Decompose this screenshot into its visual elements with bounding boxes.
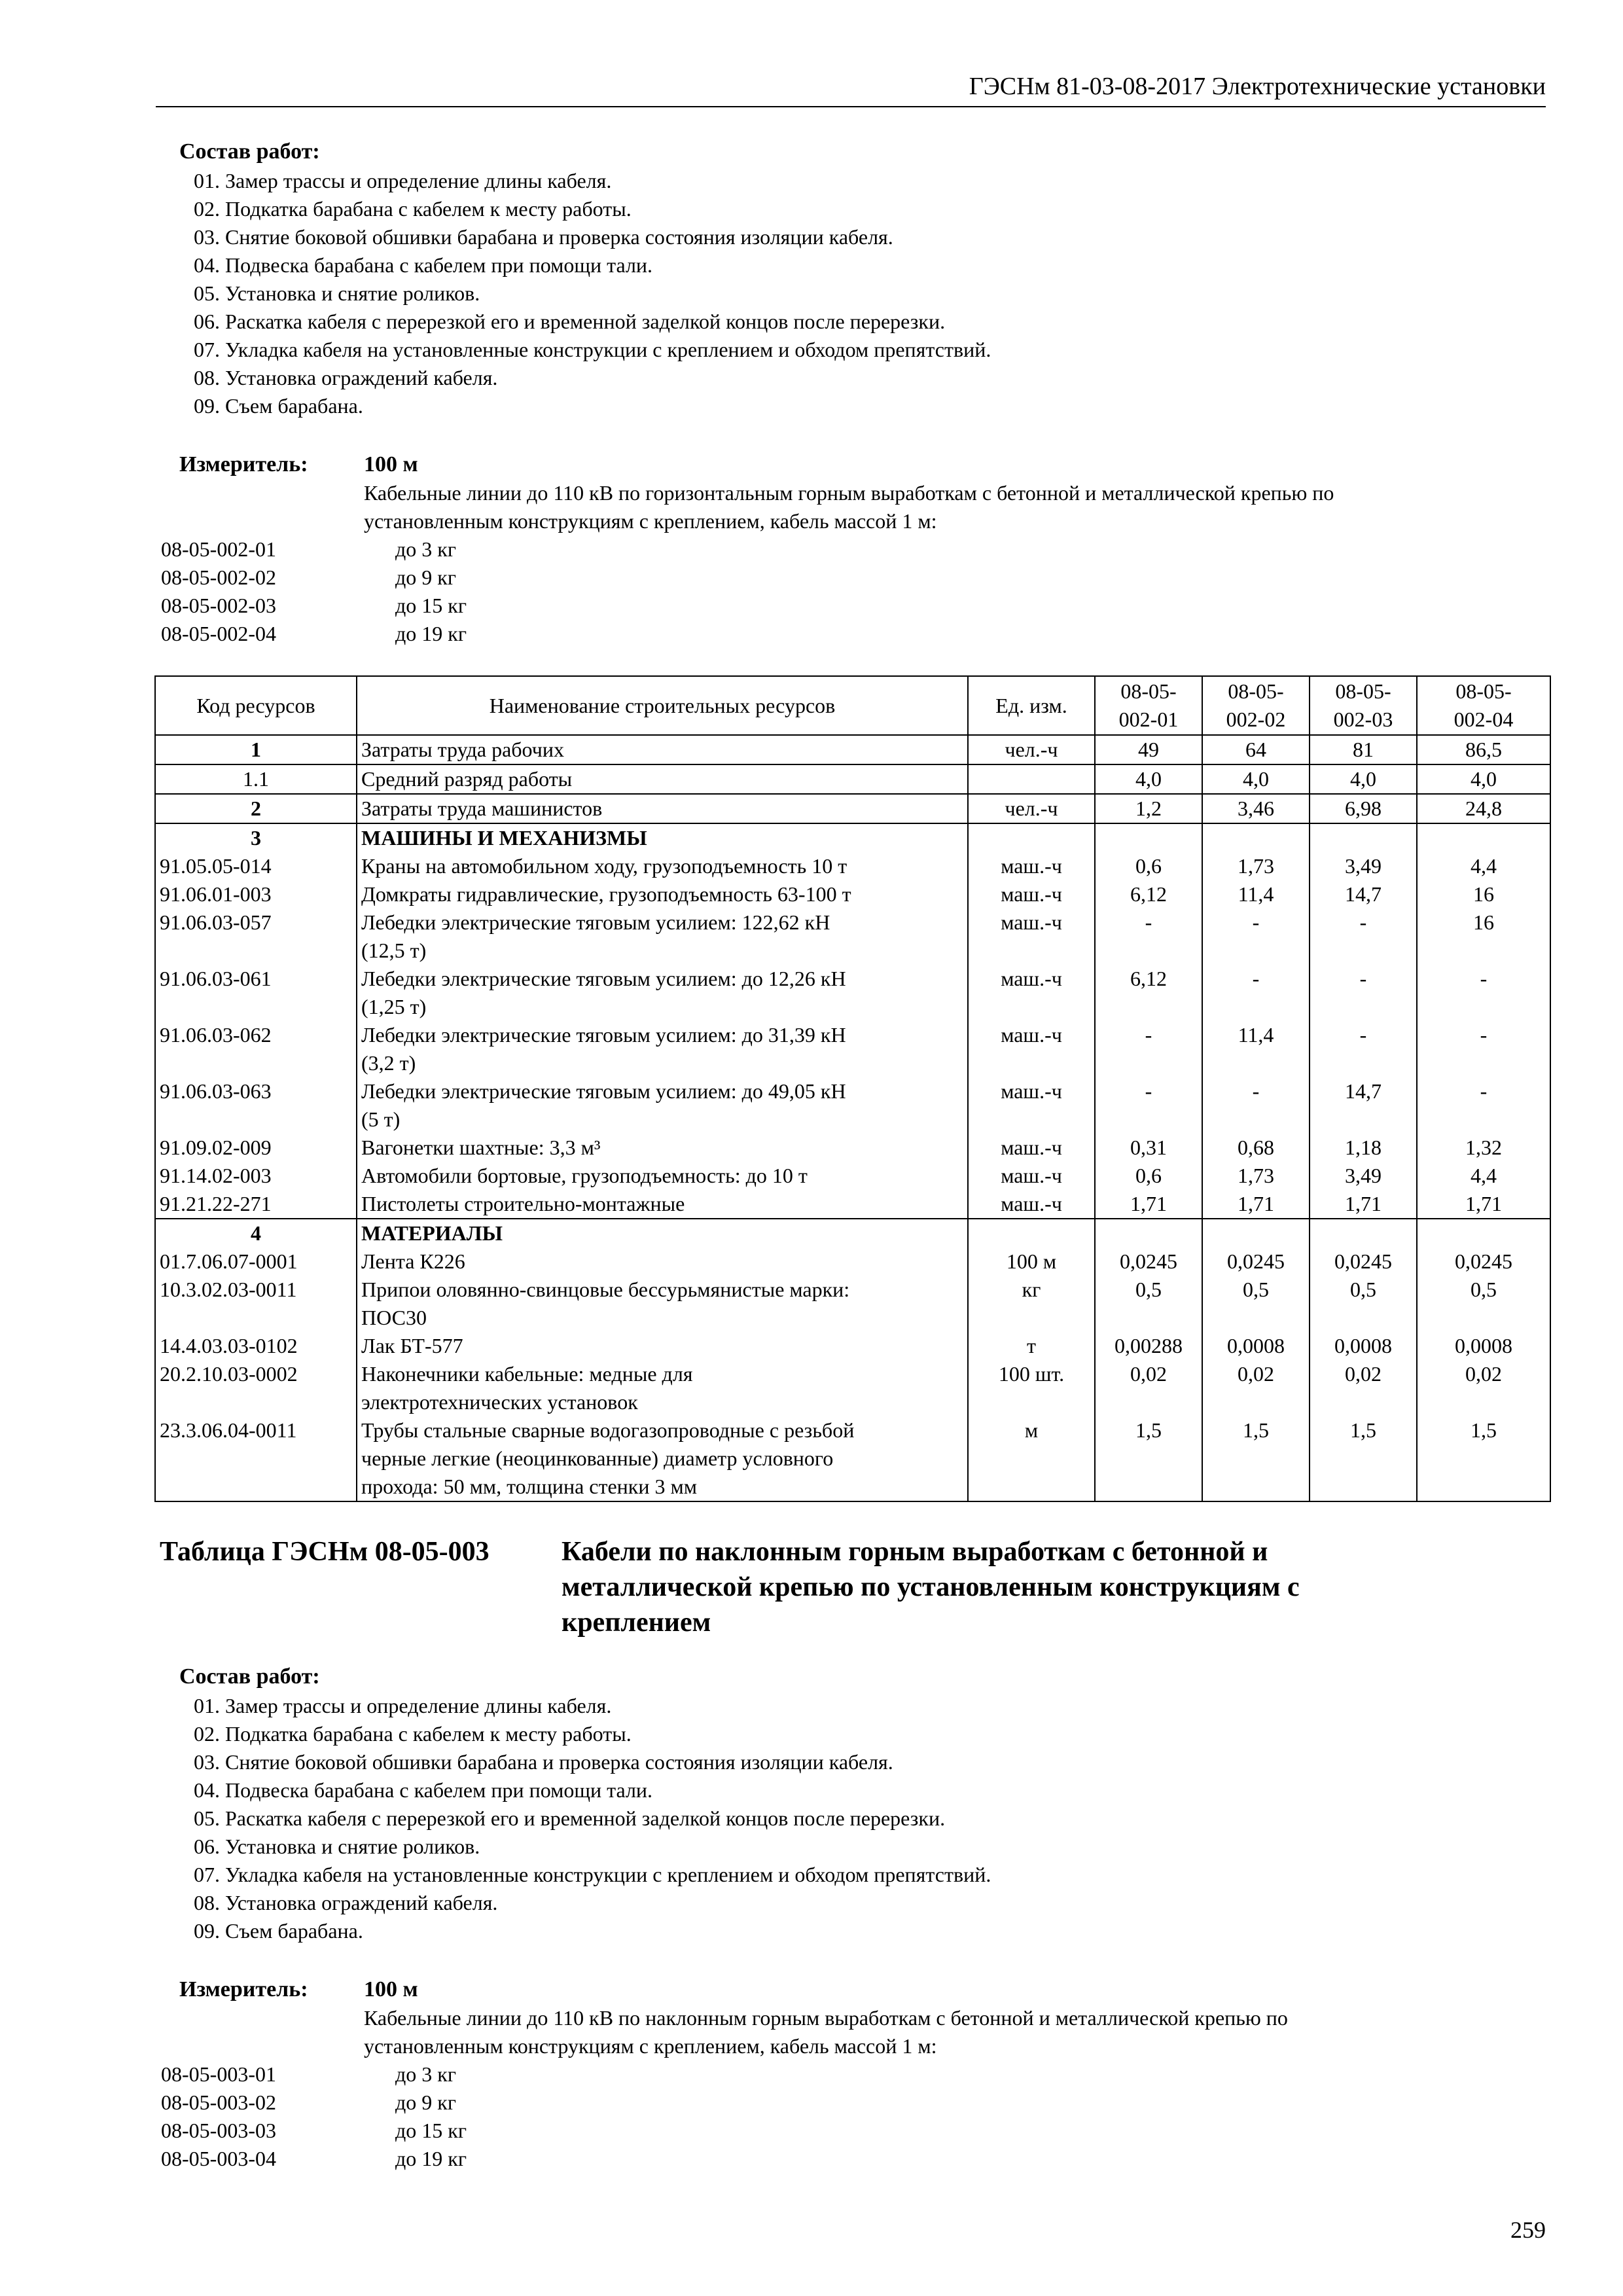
cell-value: 1,2 <box>1095 794 1202 823</box>
cell-name: Лента К226 <box>357 1247 968 1276</box>
cell-value: 0,0245 <box>1310 1247 1417 1276</box>
cell-code: 23.3.06.04-0011 <box>155 1416 357 1501</box>
cell-value: 0,5 <box>1095 1276 1202 1332</box>
cell-value: 24,8 <box>1417 794 1550 823</box>
cell-code: 91.06.03-062 <box>155 1021 357 1077</box>
cell-value: 0,02 <box>1417 1360 1550 1416</box>
cell-value: 1,71 <box>1095 1190 1202 1219</box>
cell-value: 6,98 <box>1310 794 1417 823</box>
cell-value: 0,6 <box>1095 1162 1202 1190</box>
meter-description: Кабельные линии до 110 кВ по наклонным горным выработкам с бетонной и металлической крепью по <box>364 2006 1288 2030</box>
cell-value: 4,0 <box>1202 764 1310 794</box>
cell-name: Лебедки электрические тяговым усилием: до 49,05 кН (5 т) <box>357 1077 968 1134</box>
table-row <box>155 1247 1550 1276</box>
work-item: 07. Укладка кабеля на установленные конструкции с креплением и обходом препятствий. <box>194 338 991 361</box>
meter-description: установленным конструкциям с креплением, кабель массой 1 м: <box>364 509 937 533</box>
cell-unit: 100 м <box>968 1247 1095 1276</box>
cell-value: 1,5 <box>1202 1416 1310 1501</box>
work-item: 08. Установка ограждений кабеля. <box>194 1891 498 1914</box>
norm-code: 08-05-002-02 <box>161 565 276 589</box>
norm-code: 08-05-002-04 <box>161 622 276 645</box>
table-row <box>155 1360 1550 1416</box>
work-item: 04. Подвеска барабана с кабелем при помощи тали. <box>194 1778 653 1802</box>
cell-value: 0,02 <box>1310 1360 1417 1416</box>
cell-unit: маш.-ч <box>968 852 1095 880</box>
cell-value: 81 <box>1310 735 1417 764</box>
cell-value: 1,32 <box>1417 1134 1550 1162</box>
cell-value: 1,71 <box>1202 1190 1310 1219</box>
cell-code: 91.06.03-063 <box>155 1077 357 1134</box>
cell-value: 11,4 <box>1202 1021 1310 1077</box>
norm-text: до 15 кг <box>395 594 467 617</box>
cell-code: 3 <box>155 823 357 852</box>
section-title: МАТЕРИАЛЫ <box>357 1219 968 1247</box>
cell-value: 3,49 <box>1310 852 1417 880</box>
cell-value: - <box>1095 1077 1202 1134</box>
work-item: 03. Снятие боковой обшивки барабана и проверка состояния изоляции кабеля. <box>194 225 893 249</box>
work-item: 08. Установка ограждений кабеля. <box>194 366 498 389</box>
work-item: 04. Подвеска барабана с кабелем при помощи тали. <box>194 253 653 277</box>
table2-title: Таблица ГЭСНм 08-05-003 <box>160 1537 490 1567</box>
cell-name: Пистолеты строительно-монтажные <box>357 1190 968 1219</box>
cell-value: 0,68 <box>1202 1134 1310 1162</box>
cell-value: 3,46 <box>1202 794 1310 823</box>
cell-value: 0,5 <box>1202 1276 1310 1332</box>
cell-value: - <box>1310 908 1417 965</box>
cell-code: 91.05.05-014 <box>155 852 357 880</box>
work-item: 09. Съем барабана. <box>194 394 363 418</box>
cell-value: 1,5 <box>1310 1416 1417 1501</box>
cell-code: 91.21.22-271 <box>155 1190 357 1219</box>
col-header-norm-4: 08-05- 002-04 <box>1417 676 1550 735</box>
cell-value: 0,6 <box>1095 852 1202 880</box>
norm-text: до 9 кг <box>395 565 456 589</box>
work-item: 03. Снятие боковой обшивки барабана и проверка состояния изоляции кабеля. <box>194 1750 893 1774</box>
table-row <box>155 1332 1550 1360</box>
table-row <box>155 735 1550 764</box>
cell-value: - <box>1417 965 1550 1021</box>
table-row <box>155 1190 1550 1219</box>
cell-value: - <box>1310 965 1417 1021</box>
cell-value: 4,4 <box>1417 852 1550 880</box>
cell-value: 0,0008 <box>1202 1332 1310 1360</box>
col-header-norm-3: 08-05- 002-03 <box>1310 676 1417 735</box>
cell-value: - <box>1202 908 1310 965</box>
cell-unit: маш.-ч <box>968 908 1095 965</box>
table-section-row <box>155 1219 1550 1247</box>
table-row <box>155 1021 1550 1077</box>
cell-unit: маш.-ч <box>968 965 1095 1021</box>
norm-code: 08-05-003-02 <box>161 2090 276 2114</box>
table-section-row <box>155 823 1550 852</box>
work-item: 06. Раскатка кабеля с перерезкой его и временной заделкой концов после перерезки. <box>194 310 946 333</box>
table2-description: Кабели по наклонным горным выработкам с бетонной и металлической крепью по установленным конструкциям с креплением <box>562 1537 1300 1638</box>
cell-name: Затраты труда машинистов <box>357 794 968 823</box>
cell-value: 0,0008 <box>1310 1332 1417 1360</box>
norm-text: до 19 кг <box>395 622 467 645</box>
norm-text: до 9 кг <box>395 2090 456 2114</box>
works-title: Состав работ: <box>179 139 320 164</box>
meter-description: Кабельные линии до 110 кВ по горизонтальным горным выработкам с бетонной и металлической крепью по <box>364 481 1334 505</box>
cell-name: Лебедки электрические тяговым усилием: 122,62 кН (12,5 т) <box>357 908 968 965</box>
cell-unit: маш.-ч <box>968 1190 1095 1219</box>
cell-unit: т <box>968 1332 1095 1360</box>
cell-code: 4 <box>155 1219 357 1247</box>
work-item: 02. Подкатка барабана с кабелем к месту работы. <box>194 197 632 221</box>
table-row <box>155 794 1550 823</box>
cell-value: 0,0008 <box>1417 1332 1550 1360</box>
cell-value: 0,5 <box>1310 1276 1417 1332</box>
cell-unit: маш.-ч <box>968 880 1095 908</box>
cell-name: Вагонетки шахтные: 3,3 м³ <box>357 1134 968 1162</box>
cell-code: 10.3.02.03-0011 <box>155 1276 357 1332</box>
cell-unit: 100 шт. <box>968 1360 1095 1416</box>
meter-value: 100 м <box>364 1977 418 2001</box>
cell-value: 1,71 <box>1310 1190 1417 1219</box>
cell-unit: кг <box>968 1276 1095 1332</box>
col-header-name: Наименование строительных ресурсов <box>357 676 968 735</box>
work-item: 05. Установка и снятие роликов. <box>194 281 480 305</box>
col-header-norm-1: 08-05- 002-01 <box>1095 676 1202 735</box>
cell-value: 4,0 <box>1310 764 1417 794</box>
cell-value: 16 <box>1417 908 1550 965</box>
cell-value: 0,02 <box>1095 1360 1202 1416</box>
cell-value: 1,18 <box>1310 1134 1417 1162</box>
cell-code: 91.09.02-009 <box>155 1134 357 1162</box>
meter-value: 100 м <box>364 452 418 476</box>
cell-value: 1,5 <box>1417 1416 1550 1501</box>
cell-code: 91.06.03-061 <box>155 965 357 1021</box>
cell-code: 91.14.02-003 <box>155 1162 357 1190</box>
norm-text: до 3 кг <box>395 537 456 561</box>
cell-unit: чел.-ч <box>968 794 1095 823</box>
resources-table <box>154 675 1551 1502</box>
cell-name: Затраты труда рабочих <box>357 735 968 764</box>
table-row <box>155 908 1550 965</box>
table-row <box>155 764 1550 794</box>
section-title: МАШИНЫ И МЕХАНИЗМЫ <box>357 823 968 852</box>
page-number: 259 <box>1510 2217 1546 2243</box>
cell-value: 0,0245 <box>1417 1247 1550 1276</box>
cell-unit: м <box>968 1416 1095 1501</box>
cell-name: Припои оловянно-свинцовые бессурьмянистые марки: ПОС30 <box>357 1276 968 1332</box>
work-item: 06. Установка и снятие роликов. <box>194 1835 480 1858</box>
cell-value: 11,4 <box>1202 880 1310 908</box>
cell-value: 0,5 <box>1417 1276 1550 1332</box>
work-item: 09. Съем барабана. <box>194 1919 363 1943</box>
cell-value: - <box>1310 1021 1417 1077</box>
norm-code: 08-05-002-01 <box>161 537 276 561</box>
cell-value: - <box>1202 965 1310 1021</box>
cell-code: 20.2.10.03-0002 <box>155 1360 357 1416</box>
cell-value: 4,0 <box>1095 764 1202 794</box>
cell-value: - <box>1417 1077 1550 1134</box>
work-item: 07. Укладка кабеля на установленные конструкции с креплением и обходом препятствий. <box>194 1863 991 1886</box>
cell-value: - <box>1417 1021 1550 1077</box>
cell-code: 2 <box>155 794 357 823</box>
cell-value: - <box>1202 1077 1310 1134</box>
cell-name: Лебедки электрические тяговым усилием: до 31,39 кН (3,2 т) <box>357 1021 968 1077</box>
cell-code: 1 <box>155 735 357 764</box>
cell-value: 3,49 <box>1310 1162 1417 1190</box>
table-row <box>155 1276 1550 1332</box>
cell-value: 14,7 <box>1310 1077 1417 1134</box>
cell-code: 91.06.03-057 <box>155 908 357 965</box>
cell-value: 1,73 <box>1202 852 1310 880</box>
header-rule <box>156 106 1546 107</box>
cell-name: Средний разряд работы <box>357 764 968 794</box>
table-row <box>155 1077 1550 1134</box>
cell-value: - <box>1095 908 1202 965</box>
meter-description: установленным конструкциям с креплением, кабель массой 1 м: <box>364 2034 937 2058</box>
cell-value: 0,00288 <box>1095 1332 1202 1360</box>
cell-code: 01.7.06.07-0001 <box>155 1247 357 1276</box>
col-header-unit: Ед. изм. <box>968 676 1095 735</box>
cell-unit: маш.-ч <box>968 1134 1095 1162</box>
cell-name: Наконечники кабельные: медные для электротехнических установок <box>357 1360 968 1416</box>
cell-name: Домкраты гидравлические, грузоподъемность 63-100 т <box>357 880 968 908</box>
table-row <box>155 880 1550 908</box>
work-item: 05. Раскатка кабеля с перерезкой его и временной заделкой концов после перерезки. <box>194 1806 946 1830</box>
cell-value: 0,31 <box>1095 1134 1202 1162</box>
table-row <box>155 1134 1550 1162</box>
cell-value: 64 <box>1202 735 1310 764</box>
cell-name: Краны на автомобильном ходу, грузоподъемность 10 т <box>357 852 968 880</box>
meter-label: Измеритель: <box>179 452 308 476</box>
norm-code: 08-05-002-03 <box>161 594 276 617</box>
cell-value: 86,5 <box>1417 735 1550 764</box>
cell-value: 14,7 <box>1310 880 1417 908</box>
cell-value: 0,0245 <box>1095 1247 1202 1276</box>
cell-code: 91.06.01-003 <box>155 880 357 908</box>
table-row <box>155 1162 1550 1190</box>
norm-text: до 3 кг <box>395 2062 456 2086</box>
norm-code: 08-05-003-01 <box>161 2062 276 2086</box>
cell-name: Трубы стальные сварные водогазопроводные с резьбой черные легкие (неоцинкованные) диаметр условного прохода: 50 мм, толщина стенки 3 мм <box>357 1416 968 1501</box>
col-header-norm-2: 08-05- 002-02 <box>1202 676 1310 735</box>
cell-unit <box>968 764 1095 794</box>
norm-text: до 19 кг <box>395 2147 467 2170</box>
work-item: 02. Подкатка барабана с кабелем к месту работы. <box>194 1722 632 1746</box>
meter-label: Измеритель: <box>179 1977 308 2001</box>
cell-value: 1,73 <box>1202 1162 1310 1190</box>
table-row <box>155 1416 1550 1501</box>
norm-text: до 15 кг <box>395 2119 467 2142</box>
cell-code: 14.4.03.03-0102 <box>155 1332 357 1360</box>
cell-value: 0,0245 <box>1202 1247 1310 1276</box>
cell-value: 16 <box>1417 880 1550 908</box>
cell-value: 4,4 <box>1417 1162 1550 1190</box>
cell-name: Лебедки электрические тяговым усилием: до 12,26 кН (1,25 т) <box>357 965 968 1021</box>
norm-code: 08-05-003-04 <box>161 2147 276 2170</box>
cell-value: 6,12 <box>1095 880 1202 908</box>
cell-value: 49 <box>1095 735 1202 764</box>
cell-value: 4,0 <box>1417 764 1550 794</box>
cell-value: 6,12 <box>1095 965 1202 1021</box>
cell-value: - <box>1095 1021 1202 1077</box>
cell-unit: чел.-ч <box>968 735 1095 764</box>
cell-name: Лак БТ-577 <box>357 1332 968 1360</box>
header-title: ГЭСНм 81-03-08-2017 Электротехнические установки <box>969 73 1546 100</box>
table-row <box>155 965 1550 1021</box>
cell-value: 1,5 <box>1095 1416 1202 1501</box>
table-row <box>155 852 1550 880</box>
norm-code: 08-05-003-03 <box>161 2119 276 2142</box>
cell-unit: маш.-ч <box>968 1162 1095 1190</box>
cell-unit: маш.-ч <box>968 1077 1095 1134</box>
cell-code: 1.1 <box>155 764 357 794</box>
col-header-code: Код ресурсов <box>155 676 357 735</box>
cell-value: 1,71 <box>1417 1190 1550 1219</box>
table-header-row <box>155 676 1550 735</box>
work-item: 01. Замер трассы и определение длины кабеля. <box>194 1694 612 1717</box>
cell-value: 0,02 <box>1202 1360 1310 1416</box>
work-item: 01. Замер трассы и определение длины кабеля. <box>194 169 612 192</box>
cell-name: Автомобили бортовые, грузоподъемность: до 10 т <box>357 1162 968 1190</box>
works-title: Состав работ: <box>179 1664 320 1689</box>
cell-unit: маш.-ч <box>968 1021 1095 1077</box>
